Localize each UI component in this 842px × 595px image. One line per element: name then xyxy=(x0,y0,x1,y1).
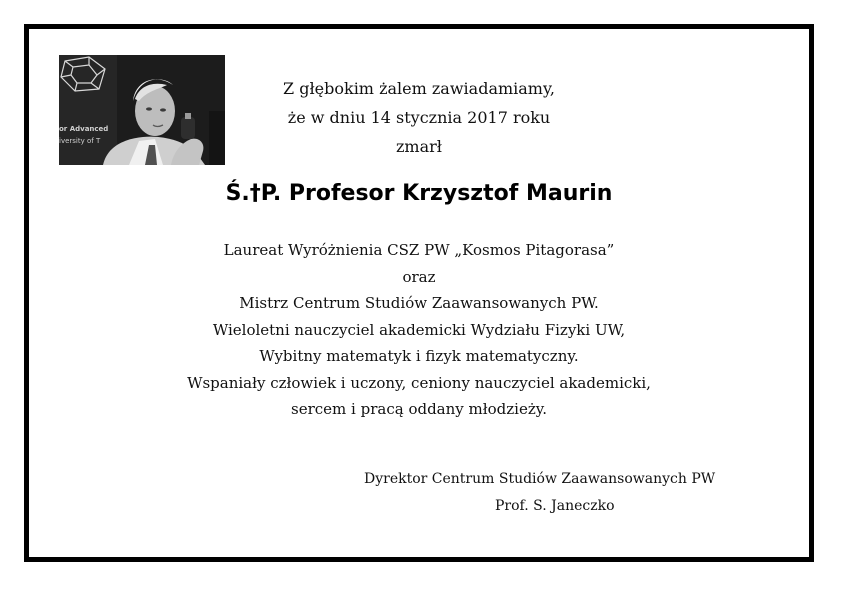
tribute-line-6: Wspaniały człowiek i uczony, ceniony nauczyciel akademicki, xyxy=(187,373,651,392)
banner-text-2: iversity of T xyxy=(59,137,101,145)
tribute-line-1: Laureat Wyróżnienia CSZ PW „Kosmos Pitagorasa” xyxy=(223,241,615,259)
tribute-line-7: sercem i pracą oddany młodzieży. xyxy=(291,400,547,418)
banner-text-1: or Advanced xyxy=(59,125,109,133)
announcement-line-3: zmarł xyxy=(396,137,442,156)
signature-title: Dyrektor Centrum Studiów Zaawansowanych PW xyxy=(364,471,716,487)
signature-block xyxy=(364,472,764,513)
deceased-name: Ś.†P. Profesor Krzysztof Maurin xyxy=(225,181,613,206)
tribute-line-4: Wieloletni nauczyciel akademicki Wydziału Fizyki UW, xyxy=(212,320,626,339)
portrait-photo xyxy=(59,55,225,165)
announcement-header xyxy=(249,81,589,168)
tribute-line-5: Wybitny matematyk i fizyk matematyczny. xyxy=(259,347,579,365)
mourning-frame xyxy=(24,24,814,562)
tribute-line-2: oraz xyxy=(402,267,436,286)
tribute-line-3: Mistrz Centrum Studiów Zaawansowanych PW. xyxy=(239,294,599,312)
announcement-line-1: Z głębokim żalem zawiadamiamy, xyxy=(283,79,555,98)
tribute-text xyxy=(89,243,749,429)
signature-name: Prof. S. Janeczko xyxy=(495,498,615,514)
announcement-line-2: że w dniu 14 stycznia 2017 roku xyxy=(287,108,551,127)
